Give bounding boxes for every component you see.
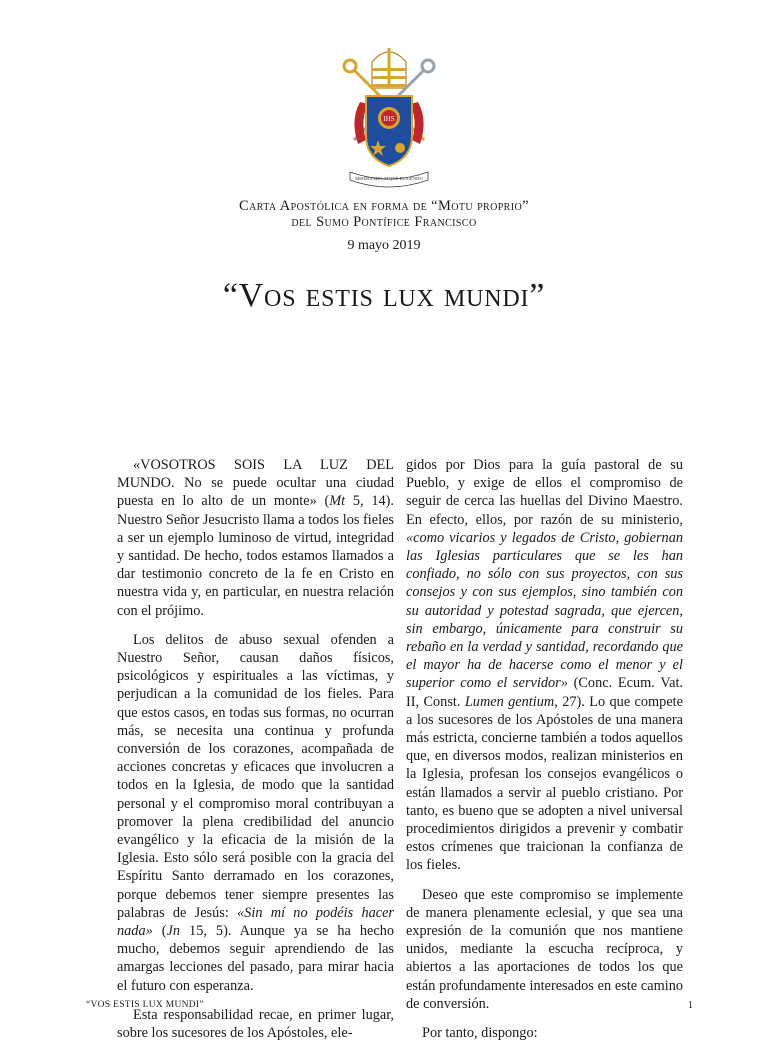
paragraph bbox=[117, 1006, 394, 1042]
text-run: , 27). Lo que compete a los sucesores de los Apóstoles de una manera más estricta, concierne también a todos aquellos que, en diversos modos, realizan ministerios en la Iglesia, profesan los consejos evangélicos o están llamados a servir al pueblo cristiano. Por tanto, es bueno que se adopten a nivel universal procedimientos dirigidos a prevenir y combatir estos crímenes que traicionan la confianza de los fieles. bbox=[406, 693, 683, 874]
italic-text: Jn bbox=[166, 923, 181, 940]
document-title: “Vos estis lux mundi” bbox=[222, 277, 546, 314]
text-run: Por tanto, dispongo: bbox=[422, 1025, 538, 1042]
text-run: Deseo que este compromiso se implemente de manera plenamente eclesial, y que sea una expresión de la comunión que nos mantiene unidos, mediante la escucha recíproca, y abiertos a las aportaciones de todos los que están profundamente interesados en este camino de conversión. bbox=[406, 886, 683, 1012]
italic-text: Mt bbox=[329, 493, 346, 510]
text-run: Los delitos de abuso sexual ofenden a Nuestro Señor, causan daños físicos, psicológicos y espirituales a las víctimas, y perjudican a la comunidad de los fieles. Para que estos casos, en todas sus formas, no ocurran más, se necesita una continua y profunda conversión de los corazones, acompañada de acciones concretas y eficaces que involucren a todos en la Iglesia, de modo que la santidad personal y el compromiso moral contribuyan a promover la plena credibilidad del anuncio evangélico y la eficacia de la misión de la Iglesia. Esto sólo será posible con la gracia del Espíritu Santo derramado en los corazones, porque debemos tener siempre presentes las palabras de Jesús: bbox=[117, 631, 394, 921]
text-run: 5, 14). Nuestro Señor Jesucristo llama a todos los fieles a ser un ejemplo luminoso de virtud, integridad y santidad. De hecho, todos estamos llamados a dar testimonio concreto de la fe en Cristo en nuestra vida y, en particular, en nuestra relación con el prójimo. bbox=[117, 493, 394, 619]
paragraph bbox=[117, 456, 394, 620]
italic-text: Lumen gentium bbox=[464, 693, 555, 710]
coat-of-arms-icon bbox=[336, 40, 442, 188]
paragraph bbox=[406, 1024, 683, 1042]
italic-text: «Sin mí no podéis hacer nada» bbox=[117, 904, 394, 940]
header-line-2: del Sumo Pontífice Francisco bbox=[291, 214, 477, 230]
document-header bbox=[0, 198, 768, 254]
motto-text: MISERANDO ATQUE ELIGENDO bbox=[355, 176, 423, 181]
text-run: «VOSOTROS SOIS LA LUZ DEL MUNDO. No se puede ocultar una ciudad puesta en lo alto de un monte» ( bbox=[117, 457, 394, 510]
italic-text: «como vicarios y legados de Cristo, gobiernan las Iglesias particulares que se les han confiado, no sólo con sus proyectos, con sus consejos y con sus ejemplos, sino también con su autoridad y potestad sagrada, que ejercen, sin embargo, únicamente para construir su rebaño en la verdad y santidad, recordando que el mayor ha de hacerse como el menor y el superior como el servidor» bbox=[406, 529, 683, 692]
document-date: 9 mayo 2019 bbox=[347, 238, 421, 253]
right-column bbox=[406, 456, 683, 1053]
footer-running-title: “VOS ESTIS LUX MUNDI” bbox=[86, 1000, 204, 1010]
text-run: 15, 5). Aunque ya se ha hecho mucho, debemos seguir aprendiendo de las amargas lecciones del pasado, para mirar hacia el futuro con esperanza. bbox=[117, 923, 394, 994]
paragraph bbox=[406, 886, 683, 1013]
left-column bbox=[117, 456, 394, 1053]
paragraph bbox=[117, 631, 394, 995]
text-run: gidos por Dios para la guía pastoral de su Pueblo, y exige de ellos el compromiso de seguir de cerca las huellas del Divino Maestro. En efecto, ellos, por razón de su ministerio, bbox=[406, 457, 683, 528]
page-number: 1 bbox=[688, 1000, 693, 1011]
text-run: Esta responsabilidad recae, en primer lugar, sobre los sucesores de los Apóstoles, ele- bbox=[117, 1006, 394, 1042]
header-line-1: Carta Apostólica en forma de “Motu proprio” bbox=[239, 198, 529, 214]
papal-coat-of-arms bbox=[336, 40, 442, 188]
text-run: ( bbox=[152, 923, 167, 940]
paragraph bbox=[406, 456, 683, 875]
text-run: (Conc. Ecum. Vat. II, Const. bbox=[406, 675, 683, 710]
shield-letters: IHS bbox=[383, 115, 395, 123]
